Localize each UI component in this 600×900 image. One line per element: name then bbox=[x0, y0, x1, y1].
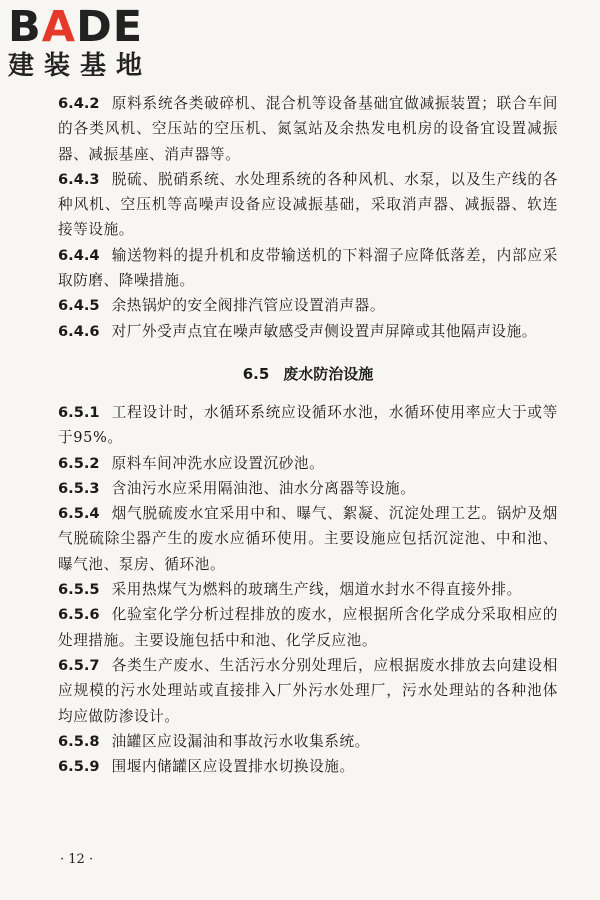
clause: 6.5.2 原料车间冲洗水应设置沉砂池。 bbox=[58, 454, 325, 472]
clause: 6.4.6 对厂外受声点宜在噪声敏感受声侧设置声屏障或其他隔声设施。 bbox=[58, 322, 537, 340]
clause-list-6-5 bbox=[58, 400, 558, 779]
clause: 6.5.5 采用热煤气为燃料的玻璃生产线，烟道水封水不得直接外排。 bbox=[58, 581, 522, 599]
logo-wordmark: BADE bbox=[8, 2, 144, 52]
clause: 6.5.7 各类生产废水、生活污水分别处理后，应根据废水排放去向建设相应规模的污水处理站或直接排入厂外污水处理厂，污水处理站的各种池体均应做防渗设计。 bbox=[58, 656, 558, 725]
clause: 6.4.5 余热锅炉的安全阀排汽管应设置消声器。 bbox=[58, 297, 386, 315]
clause: 6.5.3 含油污水应采用隔油池、油水分离器等设施。 bbox=[58, 479, 416, 497]
clause-list-6-4 bbox=[58, 91, 558, 344]
clause: 6.5.1 工程设计时，水循环系统应设循环水池，水循环使用率应大于或等于95%。 bbox=[58, 403, 558, 447]
clause: 6.5.6 化验室化学分析过程排放的废水，应根据所含化学成分采取相应的处理措施。主要设施包括中和池、化学反应池。 bbox=[58, 606, 558, 649]
section-heading: 6.5 废水防治设施 bbox=[242, 364, 374, 383]
brand-logo bbox=[8, 4, 178, 90]
clause: 6.4.4 输送物料的提升机和皮带输送机的下料溜子应降低落差，内部应采取防磨、降噪措施。 bbox=[58, 246, 558, 290]
clause: 6.5.9 围堰内储罐区应设置排水切换设施。 bbox=[58, 758, 355, 776]
clause: 6.4.2 原料系统各类破碎机、混合机等设备基础宜做减振装置；联合车间的各类风机、空压站的空压机、氮氢站及余热发电机房的设备宜设置减振器、减振基座、消声器等。 bbox=[58, 95, 558, 163]
page-number: · 12 · bbox=[60, 852, 94, 867]
clause: 6.5.4 烟气脱硫废水宜采用中和、曝气、絮凝、沉淀处理工艺。锅炉及烟气脱硫除尘器产生的废水应循环使用。主要设施应包括沉淀池、中和池、曝气池、泵房、循环池。 bbox=[58, 505, 558, 573]
logo-chinese: 建装基地 bbox=[8, 51, 153, 81]
document-body bbox=[58, 91, 558, 779]
clause: 6.5.8 油罐区应设漏油和事故污水收集系统。 bbox=[58, 732, 370, 750]
clause: 6.4.3 脱硫、脱硝系统、水处理系统的各种风机、水泵，以及生产线的各种风机、空压机等高噪声设备应设减振基础，采取消声器、减振器、软连接等设施。 bbox=[58, 170, 558, 239]
